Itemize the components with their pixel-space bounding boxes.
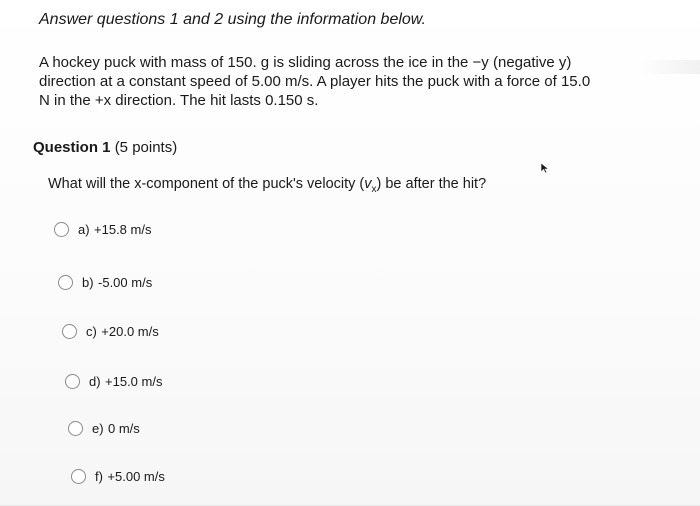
- option-letter: f): [95, 468, 103, 484]
- option-letter: b): [82, 274, 94, 290]
- option-d[interactable]: [65, 372, 162, 390]
- question-text-end: ) be after the hit?: [376, 176, 487, 192]
- velocity-symbol: v: [364, 176, 372, 192]
- instructions-header: Answer questions 1 and 2 using the information below.: [39, 11, 426, 28]
- question-text-start: What will the x-component of the puck's velocity (: [48, 176, 365, 192]
- option-value: -5.00 m/s: [98, 274, 153, 290]
- radio-unselected-icon[interactable]: [54, 222, 69, 237]
- question-number: Question 1: [33, 139, 111, 156]
- option-f[interactable]: [71, 467, 165, 485]
- radio-unselected-icon[interactable]: [58, 275, 73, 290]
- velocity-subscript: x: [371, 183, 377, 195]
- radio-unselected-icon[interactable]: [71, 469, 86, 484]
- question-points: (5 points): [114, 139, 178, 156]
- option-value: +15.8 m/s: [94, 221, 152, 237]
- problem-line-1: A hockey puck with mass of 150. g is sliding across the ice in the −y (negative y): [39, 54, 572, 71]
- option-value: +20.0 m/s: [101, 323, 159, 339]
- problem-statement: [39, 53, 639, 110]
- radio-unselected-icon[interactable]: [62, 324, 77, 339]
- option-b[interactable]: [58, 273, 152, 291]
- option-a[interactable]: [54, 220, 151, 238]
- option-letter: d): [89, 373, 101, 389]
- mouse-pointer-icon: [540, 162, 550, 174]
- radio-unselected-icon[interactable]: [65, 374, 80, 389]
- option-value: +5.00 m/s: [107, 468, 165, 484]
- option-value: +15.0 m/s: [105, 373, 163, 389]
- option-letter: e): [92, 420, 104, 436]
- question-title: [33, 139, 177, 156]
- option-letter: c): [86, 323, 97, 339]
- problem-line-2: direction at a constant speed of 5.00 m/s. A player hits the puck with a force of 15.0: [39, 73, 591, 90]
- photo-glare: [640, 60, 700, 74]
- question-text: [48, 176, 486, 195]
- option-value: 0 m/s: [108, 420, 140, 436]
- option-letter: a): [78, 221, 90, 237]
- option-e[interactable]: [68, 419, 140, 437]
- option-c[interactable]: [62, 322, 159, 340]
- problem-line-3: N in the +x direction. The hit lasts 0.150 s.: [39, 92, 319, 109]
- radio-unselected-icon[interactable]: [68, 421, 83, 436]
